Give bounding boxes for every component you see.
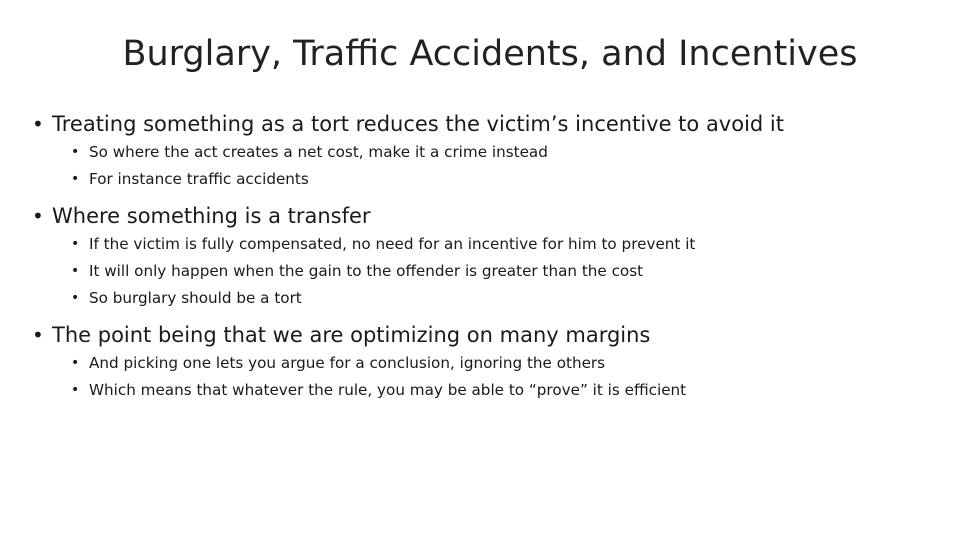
sub-bullet-text: It will only happen when the gain to the offender is greater than the cost <box>89 262 644 280</box>
sub-bullet-item <box>31 377 961 404</box>
bullet-item <box>31 320 961 350</box>
bullet-dot-icon: • <box>71 382 80 398</box>
bullet-dot-icon: • <box>71 290 80 306</box>
sub-bullet-item <box>31 231 961 258</box>
bullet-dot-icon: • <box>71 171 80 187</box>
bullet-dot-icon: • <box>32 204 44 228</box>
bullet-text: Where something is a transfer <box>52 204 371 228</box>
bullet-list <box>31 109 961 404</box>
sub-bullet-item <box>31 258 961 285</box>
sub-bullet-item <box>31 350 961 377</box>
sub-bullet-text: So where the act creates a net cost, make it a crime instead <box>89 143 548 161</box>
bullet-dot-icon: • <box>71 355 80 371</box>
sub-bullet-text: If the victim is fully compensated, no need for an incentive for him to prevent it <box>89 235 696 253</box>
sub-bullet-item <box>31 139 961 166</box>
bullet-dot-icon: • <box>32 323 44 347</box>
sub-bullet-text: So burglary should be a tort <box>89 289 302 307</box>
sub-bullet-item <box>31 166 961 193</box>
sub-bullet-text: Which means that whatever the rule, you may be able to “prove” it is efficient <box>89 381 687 399</box>
sub-bullet-text: And picking one lets you argue for a conclusion, ignoring the others <box>89 354 606 372</box>
slide-title: Burglary, Traffic Accidents, and Incentives <box>122 34 858 74</box>
sub-bullet-text: For instance traffic accidents <box>89 170 309 188</box>
bullet-item <box>31 109 961 139</box>
bullet-text: The point being that we are optimizing on many margins <box>52 323 651 347</box>
bullet-dot-icon: • <box>71 263 80 279</box>
sub-bullet-item <box>31 285 961 312</box>
bullet-dot-icon: • <box>71 144 80 160</box>
bullet-dot-icon: • <box>32 112 44 136</box>
bullet-dot-icon: • <box>71 236 80 252</box>
bullet-item <box>31 201 961 231</box>
bullet-text: Treating something as a tort reduces the victim’s incentive to avoid it <box>52 112 784 136</box>
